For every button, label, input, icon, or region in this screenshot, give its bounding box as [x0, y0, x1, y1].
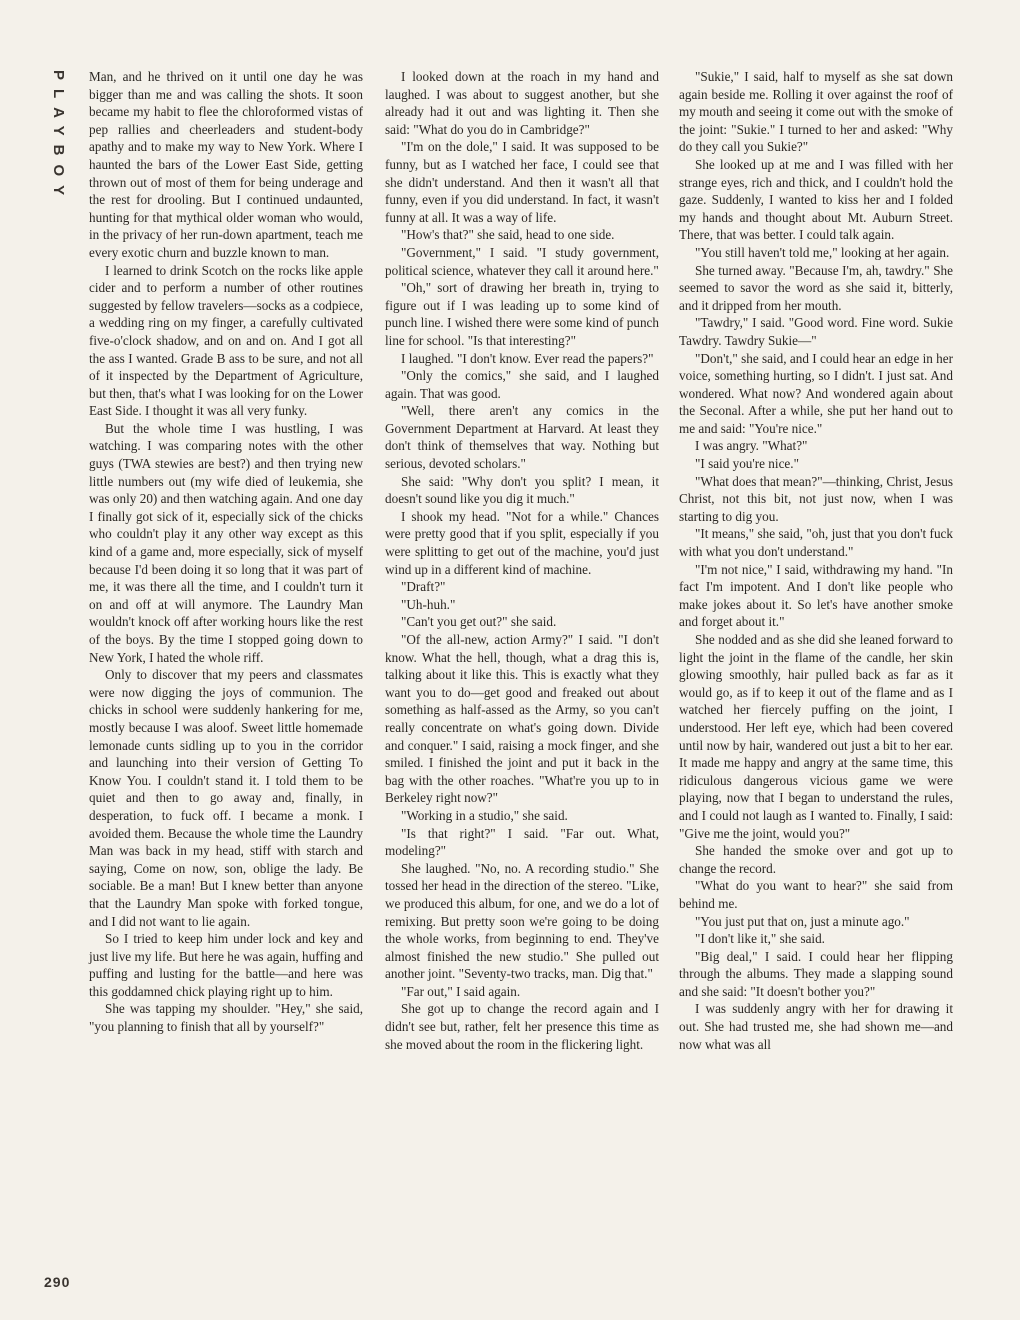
paragraph: "Don't," she said, and I could hear an edge in her voice, something hurting, so I didn't. I just sat. And wondered. What now? And wondered again about the Seconal. After a while, she put her hand out to me and said: "You're nice." — [679, 350, 953, 436]
paragraph: She said: "Why don't you split? I mean, it doesn't sound like you dig it much." — [385, 473, 659, 507]
paragraph: "Can't you get out?" she said. — [401, 614, 557, 630]
paragraph: "I don't like it," she said. — [695, 931, 825, 947]
text-column-2 — [385, 68, 659, 1053]
paragraph: She laughed. "No, no. A recording studio." She tossed her head in the direction of the stereo. "Like, we produced this album, for one, and we do a lot of remixing. But pretty soon we're going to be doing the whole works, from beginning to end. They've almost finished the new studio." She pulled out another joint. "Seventy-two tracks, man. Dig that." — [385, 860, 659, 982]
text-column-1 — [89, 68, 363, 1036]
paragraph: "Tawdry," I said. "Good word. Fine word. Sukie Tawdry. Tawdry Sukie—" — [679, 315, 953, 348]
paragraph: "Draft?" — [401, 579, 446, 595]
paragraph: "You just put that on, just a minute ago." — [695, 913, 910, 929]
paragraph: "Far out," I said again. — [401, 983, 521, 999]
paragraph: She nodded and as she did she leaned forward to light the joint in the flame of the candle, her skin glowing smoothly, hair pulled back as far as it would go, as if to keep it out of the flame and as I watched her fiercely puffing on the joint, I understood. Her left eye, which had been covered until now by hair, wandered out just a bit to her ear. It made me happy and angry at the same time, this ridiculous dangerous vicious game we were playing, now that I began to understand the rules, and I could not laugh as I wanted to. Finally, I said: "Give me the joint, would you?" — [679, 632, 953, 841]
paragraph: She handed the smoke over and got up to change the record. — [679, 843, 953, 876]
paragraph: But the whole time I was hustling, I was watching. I was comparing notes with the other guys (TWA stewies are best?) and then trying new little numbers out (my wife died of leukemia, she was only 20) and then watching again. And one day I finally got sick of it, especially sick of the chicks who couldn't play it any other way except as this kind of a game and, more especially, sick of myself because I'd been doing it so long that it was part of me, it was there all the time, and I couldn't turn it on and off at will anymore. The Laundry Man wouldn't knock off after working hours like the rest of the boys. By the time I stopped going down to New York, I hated the whole riff. — [89, 420, 363, 665]
paragraph: "Big deal," I said. I could hear her flipping through the albums. They made a slapping sound and she said: "It doesn't bother you?" — [679, 948, 953, 999]
magazine-masthead: PLAYBOY — [50, 70, 67, 205]
paragraph: "It means," she said, "oh, just that you don't fuck with what you don't understand." — [679, 526, 953, 560]
paragraph: I was angry. "What?" — [695, 438, 808, 454]
paragraph: "Sukie," I said, half to myself as she sat down again beside me. Rolling it over against the roof of my mouth and seeing it come out with the smoke of the joint: "Sukie." I turned to her and asked: "Why do they call you Sukie?" — [679, 69, 953, 155]
paragraph: "Government," I said. "I study government, political science, whatever they call it around here." — [385, 244, 659, 278]
paragraph: She looked up at me and I was filled with her strange eyes, rich and thick, and I couldn't hold the gaze. Suddenly, I wanted to kiss her and I folded my hands and thought about Mt. Auburn Street. There, that was better. I could talk again. — [679, 156, 953, 243]
paragraph: "Only the comics," she said, and I laughed again. That was good. — [385, 368, 659, 401]
paragraph: "What does that mean?"—thinking, Christ, Jesus Christ, not this bit, not just now, when I was starting to dig you. — [679, 473, 953, 524]
paragraph: "I said you're nice." — [695, 456, 799, 472]
paragraph: "Well, there aren't any comics in the Government Department at Harvard. At least they don't think of themselves that way. Nothing but serious, devoted scholars." — [385, 403, 659, 472]
paragraph: I was suddenly angry with her for drawing it out. She had trusted me, she had shown me—and now what was all — [679, 1001, 953, 1052]
paragraph: She turned away. "Because I'm, ah, tawdry." She seemed to savor the word as she said it, bitterly, and it dripped from her mouth. — [679, 262, 953, 313]
paragraph: I looked down at the roach in my hand and laughed. I was about to suggest another, but she already had it out and was lighting it. Then she said: "What do you do in Cambridge?" — [385, 69, 659, 137]
paragraph: "Is that right?" I said. "Far out. What, modeling?" — [385, 825, 659, 859]
paragraph: "Of the all-new, action Army?" I said. "I don't know. What the hell, though, what a drag this is, talking about it like this. This is exactly what they want you to do—get good and freaked out about something as half-assed as the Army, so you can't really concentrate on what's going down. Divide and conquer." I said, raising a mock finger, and she smiled. I finished the joint and put it back in the bag with the other roaches. "What're you up to in Berkeley right now?" — [385, 632, 659, 806]
paragraph: "How's that?" she said, head to one side. — [401, 227, 615, 243]
paragraph: Only to discover that my peers and classmates were now digging the joys of communion. The chicks in school were suddenly hankering for me, mostly because I was aloof. Sweet little homemade lemonade cunts sidling up to you in the corridor and launching into their version of Getting To Know You. I couldn't stand it. I told them to be quiet and then to go away and, finally, in desperation, to fuck off. I became a monk. I avoided them. Because the whole time the Laundry Man was back in my head, stiff with starch and saying, Come on now, son, oblige the lady. Be sociable. Be a man! But I knew better than anyone that the Laundry Man spoke with forked tongue, and I did not want to lie again. — [89, 667, 363, 929]
paragraph: I shook my head. "Not for a while." Chances were pretty good that if you split, especially if you were splitting to get out of the machine, you'd just wind up in a different kind of machine. — [385, 508, 659, 577]
paragraph: "I'm not nice," I said, withdrawing my hand. "In fact I'm impotent. And I don't like people who make jokes about it. So let's have another smoke and forget about it." — [679, 561, 953, 630]
text-column-3 — [679, 68, 953, 1053]
paragraph: She was tapping my shoulder. "Hey," she said, "you planning to finish that all by yourself?" — [89, 1001, 363, 1035]
paragraph: "I'm on the dole," I said. It was supposed to be funny, but as I watched her face, I could see that she didn't understand. And then it wasn't all that funny, even if you did understand. In fact, it wasn't funny at all. It was a way of life. — [385, 139, 659, 225]
paragraph: "What do you want to hear?" she said from behind me. — [679, 878, 953, 911]
paragraph: She got up to change the record again and I didn't see but, rather, felt her presence this time as she moved about the room in the flickering light. — [385, 1001, 659, 1052]
paragraph: "Uh-huh." — [401, 596, 456, 612]
paragraph: "You still haven't told me," looking at her again. — [695, 244, 950, 260]
page-number: 290 — [44, 1274, 71, 1290]
paragraph: Man, and he thrived on it until one day he was bigger than me and was calling the shots. It soon became my habit to flee the chloroformed vistas of pep rallies and cheerleaders and student-body apathy and to make my way to New York. Where I haunted the bars of the Lower East Side, getting thrown out of most of them for being underage and the rest for drooling. But I continued undaunted, hunting for that mythical older woman who would, in the privacy of her run-down apartment, teach me every exotic churn and buzzle known to man. — [89, 69, 363, 260]
paragraph: "Working in a studio," she said. — [401, 807, 568, 823]
paragraph: "Oh," sort of drawing her breath in, trying to figure out if I was leading up to some kind of punch line. I wished there were some kind of punch line for school. "Is that interesting?" — [385, 280, 659, 348]
paragraph: I laughed. "I don't know. Ever read the papers?" — [401, 350, 654, 366]
paragraph: So I tried to keep him under lock and key and just live my life. But here he was again, huffing and puffing and lusting for the battle—and here was this goddamned chick playing right up to him. — [89, 931, 363, 999]
paragraph: I learned to drink Scotch on the rocks like apple cider and to perform a number of other routines suggested by fellow travelers—socks as a codpiece, a wedding ring on my finger, a carefully cultivated five-o'clock shadow, and on and on. And I got all the ass I wanted. Grade B ass to be sure, and not all of it inspected by the Department of Agriculture, but then, that's what I was looking for on the Lower East Side. I thought it was all very funky. — [89, 262, 363, 419]
